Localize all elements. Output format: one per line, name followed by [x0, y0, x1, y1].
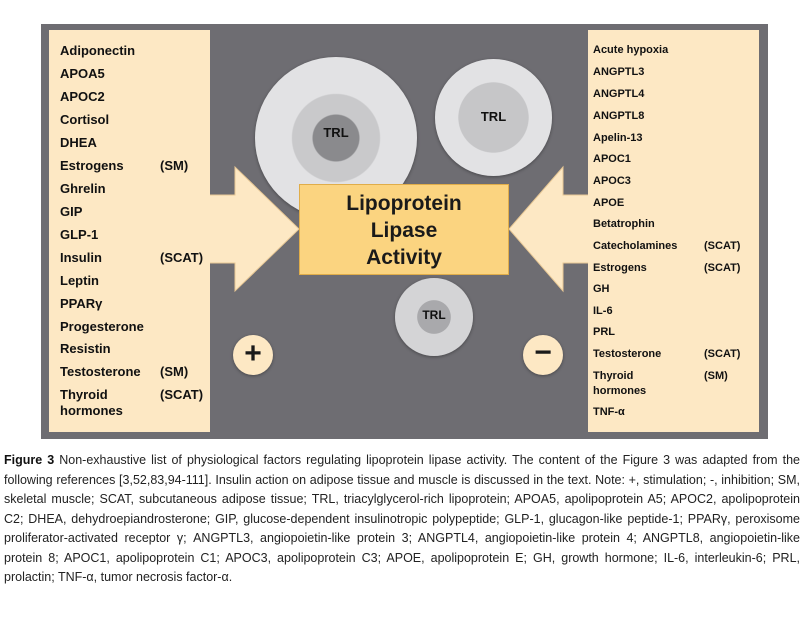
right-arrow [509, 167, 593, 291]
left-factor-name: GIP [60, 204, 83, 219]
minus-sign-icon: − [523, 335, 563, 375]
lipoprotein-lipase-activity-box [299, 184, 509, 275]
right-factor-name: Betatrophin [593, 218, 655, 230]
caption-text: Non-exhaustive list of physiological factors regulating lipoprotein lipase activity. The content of the Figure 3 was adapted from the following references [3,52,83,94-111]. Insulin action on adipose tissue and muscle is discussed in the text. Note: +, stimulation; -, inhibition; SM, skeletal muscle; SCAT, subcutaneous adipose tissue; TRL, triacylglycerol-rich lipoprotein; APOA5, apolipoprotein A5; APOC2, apolipoprotein C2; DHEA, dehydroepiandrosterone; GIP, glucose-dependent insulinotropic polypeptide; GLP-1, glucagon-like peptide-1; PPARγ, peroxisome proliferator-activated receptor γ; ANGPTL3, angiopoietin-like protein 3; ANGPTL4, angiopoietin-like protein 4; ANGPTL8, angiopoietin-like protein 8; APOC1, apolipoprotein C1; APOC3, apolipoprotein C3; APOE, apolipoprotein E; GH, growth hormone; IL-6, interleukin-6; PRL, prolactin; TNF-α, tumor necrosis factor-α. [4, 453, 800, 584]
center-title-line-1: Lipoprotein [346, 192, 462, 215]
right-factor-name: APOC3 [593, 175, 631, 187]
trl-label-large: TRL [323, 125, 349, 140]
right-factor-name: GH [593, 283, 610, 295]
right-factor-name: Thyroid [593, 370, 634, 382]
left-factor-name: Cortisol [60, 112, 110, 127]
left-factor-name: hormones [60, 403, 123, 418]
center-title-line-2: Lipase [370, 219, 438, 242]
right-factor-name: Apelin-13 [593, 132, 643, 144]
left-factor-name: Ghrelin [60, 181, 106, 196]
right-factor-name: IL-6 [593, 305, 613, 317]
right-factor-name: APOC1 [593, 153, 631, 165]
right-factor-name: TNF-α [593, 406, 625, 418]
trl-label-medium: TRL [480, 109, 507, 124]
trl-particle-small [395, 278, 473, 356]
left-factor-name: Adiponectin [60, 43, 136, 58]
trl-particle-medium [435, 59, 552, 176]
center-title-line-3: Activity [366, 246, 442, 269]
right-factor-name: Testosterone [593, 348, 662, 360]
right-factor-name: hormones [593, 385, 647, 397]
left-factor-tissue: (SM) [160, 158, 189, 173]
right-factor-name: ANGPTL3 [593, 66, 645, 78]
right-factor-tissue: (SCAT) [704, 240, 741, 252]
right-factor-name: APOE [593, 197, 625, 209]
left-factor-name: DHEA [60, 135, 97, 150]
left-factor-name: APOC2 [60, 89, 105, 104]
right-factor-name: Catecholamines [593, 240, 678, 252]
plus-sign-icon: + [233, 335, 273, 375]
right-factor-name: Acute hypoxia [593, 44, 669, 56]
right-factor-tissue: (SCAT) [704, 262, 741, 274]
left-factor-tissue: (SCAT) [160, 250, 204, 265]
left-factor-tissue: (SM) [160, 364, 189, 379]
right-factor-name: PRL [593, 326, 615, 338]
left-factor-name: Insulin [60, 250, 102, 265]
left-factor-name: Leptin [60, 273, 99, 288]
right-factor-name: ANGPTL4 [593, 88, 645, 100]
left-factor-name: GLP-1 [60, 227, 99, 242]
left-factor-name: PPARγ [60, 296, 103, 311]
left-factor-tissue: (SCAT) [160, 387, 204, 402]
caption-label: Figure 3 [4, 453, 55, 467]
right-factor-name: ANGPTL8 [593, 110, 645, 122]
left-factor-name: Resistin [60, 341, 111, 356]
right-factor-tissue: (SCAT) [704, 348, 741, 360]
trl-label-small: TRL [422, 308, 446, 322]
right-factor-name: Estrogens [593, 262, 647, 274]
left-factor-name: Thyroid [60, 387, 108, 402]
left-factor-name: Progesterone [60, 319, 144, 334]
figure-caption [4, 451, 800, 588]
left-factor-name: APOA5 [60, 66, 105, 81]
right-factor-tissue: (SM) [704, 370, 728, 382]
left-factor-name: Testosterone [60, 364, 141, 379]
left-factor-name: Estrogens [60, 158, 124, 173]
